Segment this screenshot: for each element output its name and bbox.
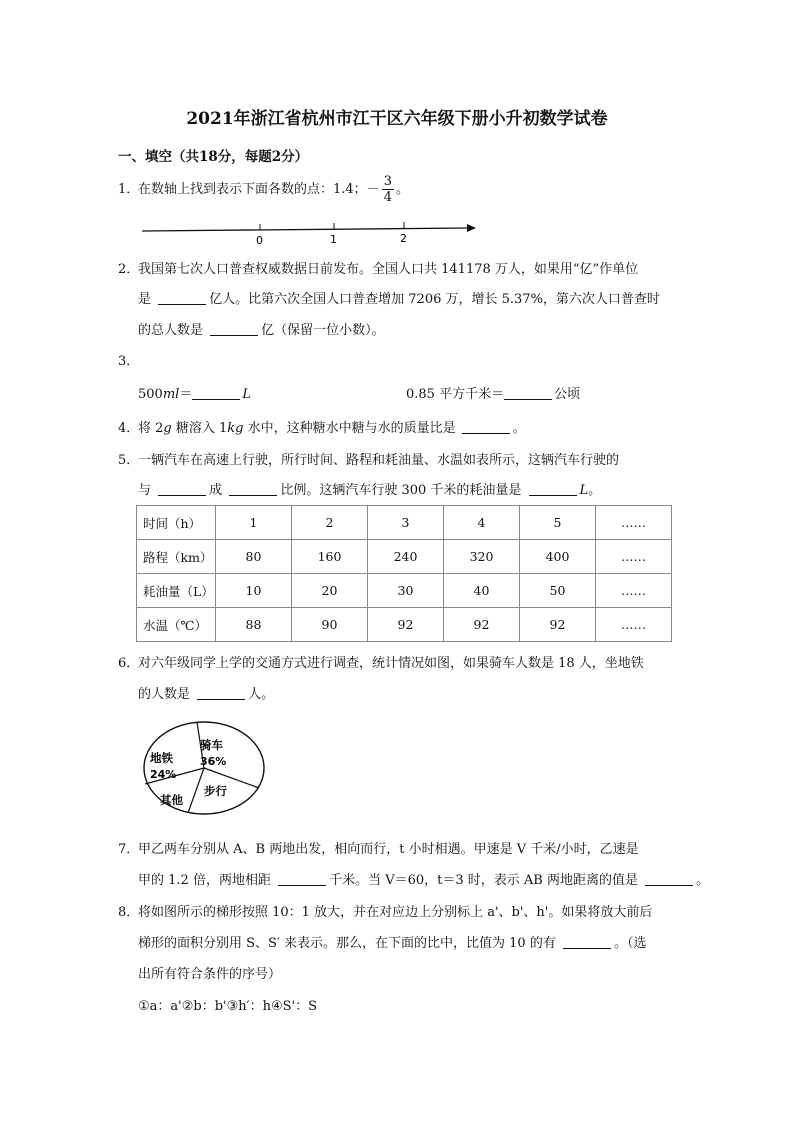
table-cell: 160 bbox=[292, 540, 368, 574]
table-cell: …… bbox=[596, 540, 672, 574]
question-number: 6． bbox=[118, 656, 140, 671]
table-cell: 耗油量（L） bbox=[137, 574, 216, 608]
answer-blank[interactable] bbox=[645, 871, 693, 886]
question-8-line-2 bbox=[138, 934, 647, 954]
text: 将 2 bbox=[138, 421, 164, 436]
slice-label-walk: 步行 bbox=[204, 784, 227, 798]
fraction bbox=[382, 174, 394, 205]
number-line bbox=[138, 214, 483, 248]
table-cell: 92 bbox=[368, 608, 444, 642]
pie-divider-walk-other bbox=[188, 768, 204, 813]
table-row bbox=[137, 506, 672, 540]
table-cell: 240 bbox=[368, 540, 444, 574]
text: 糖溶入 1 bbox=[171, 421, 228, 436]
table-cell: 88 bbox=[216, 608, 292, 642]
table-cell: 路程（km） bbox=[137, 540, 216, 574]
table-cell: 90 bbox=[292, 608, 368, 642]
answer-blank[interactable] bbox=[158, 290, 206, 305]
text: 成 bbox=[209, 483, 223, 498]
table-cell: 10 bbox=[216, 574, 292, 608]
exam-title: 2021年浙江省杭州市江干区六年级下册小升初数学试卷 bbox=[186, 109, 608, 129]
answer-blank[interactable] bbox=[229, 481, 277, 496]
unit: L bbox=[579, 483, 589, 498]
table-cell: …… bbox=[596, 574, 672, 608]
question-text: 将如图所示的梯形按照 10：1 放大，并在对应边上分别标上 a'、b'、h'。如果将放大前后 bbox=[138, 905, 653, 920]
answer-blank[interactable] bbox=[158, 481, 206, 496]
text: 比例。这辆汽车行驶 300 千米的耗油量是 bbox=[280, 483, 522, 498]
fraction-denominator: 4 bbox=[383, 190, 392, 205]
table-row bbox=[137, 574, 672, 608]
text: 亿（保留一位小数）。 bbox=[261, 323, 385, 338]
question-text: 一辆汽车在高速上行驶，所行时间、路程和耗油量、水温如表所示，这辆汽车行驶的 bbox=[138, 453, 620, 468]
table-cell: 30 bbox=[368, 574, 444, 608]
question-4 bbox=[118, 419, 526, 439]
question-text: 在数轴上找到表示下面各数的点：1.4；－ bbox=[138, 182, 380, 197]
slice-pct-subway: 24% bbox=[150, 768, 177, 781]
question-3-left bbox=[138, 385, 251, 405]
text: 500 bbox=[138, 387, 163, 402]
question-end: 。 bbox=[395, 182, 409, 197]
question-3-right bbox=[406, 385, 580, 405]
text: 。 bbox=[512, 421, 526, 436]
text: 与 bbox=[138, 483, 152, 498]
text: 水中，这种糖水中糖与水的质量比是 bbox=[243, 421, 456, 436]
text: 。 bbox=[588, 483, 602, 498]
question-number: 3． bbox=[118, 354, 140, 369]
table-cell: 4 bbox=[444, 506, 520, 540]
tick-label-0: 0 bbox=[256, 234, 263, 247]
table-cell: 1 bbox=[216, 506, 292, 540]
table-cell: …… bbox=[596, 608, 672, 642]
question-5-line-2 bbox=[138, 481, 601, 501]
table-row bbox=[137, 608, 672, 642]
table-cell: 50 bbox=[520, 574, 596, 608]
question-number: 5． bbox=[118, 453, 140, 468]
table-cell: 320 bbox=[444, 540, 520, 574]
question-8-line-3: 出所有符合条件的序号） bbox=[138, 967, 282, 982]
tick-label-1: 1 bbox=[330, 233, 337, 246]
question-2 bbox=[118, 260, 638, 280]
table-cell: 80 bbox=[216, 540, 292, 574]
question-text: 甲乙两车分别从 A、B 两地出发，相向而行，t 小时相遇。甲速是 V 千米/小时，乙速是 bbox=[138, 842, 639, 857]
text: 千米。当 V＝60，t＝3 时，表示 AB 两地距离的值是 bbox=[329, 873, 638, 888]
table-cell: 5 bbox=[520, 506, 596, 540]
answer-blank[interactable] bbox=[197, 685, 245, 700]
number-line-arrow bbox=[467, 224, 476, 232]
question-7-line-2 bbox=[138, 871, 709, 891]
pie-chart bbox=[142, 720, 268, 816]
question-text: 我国第七次人口普查权威数据日前发布。全国人口共 141178 万人，如果用“亿”作单位 bbox=[138, 262, 639, 277]
data-table bbox=[136, 505, 672, 642]
answer-blank[interactable] bbox=[529, 481, 577, 496]
text: 的人数是 bbox=[138, 687, 191, 702]
tick-label-2: 2 bbox=[400, 232, 407, 245]
question-number: 2． bbox=[118, 262, 140, 277]
unit: L bbox=[242, 387, 251, 402]
text: 亿人。比第六次全国人口普查增加 7206 万，增长 5.37%，第六次人口普查时 bbox=[209, 292, 660, 307]
question-7 bbox=[118, 840, 639, 860]
fraction-numerator: 3 bbox=[383, 174, 392, 189]
unit: kg bbox=[227, 421, 244, 436]
text: 是 bbox=[138, 292, 152, 307]
text: 甲的 1.2 倍，两地相距 bbox=[138, 873, 271, 888]
unit: g bbox=[163, 421, 172, 436]
question-number: 7． bbox=[118, 842, 140, 857]
answer-blank[interactable] bbox=[210, 321, 258, 336]
answer-blank[interactable] bbox=[504, 385, 552, 400]
answer-blank[interactable] bbox=[278, 871, 326, 886]
text: 。（选 bbox=[613, 936, 647, 951]
table-cell: 400 bbox=[520, 540, 596, 574]
table-row bbox=[137, 540, 672, 574]
table-cell: 2 bbox=[292, 506, 368, 540]
text: 的总人数是 bbox=[138, 323, 204, 338]
question-number: 1． bbox=[118, 182, 140, 197]
table-cell: 40 bbox=[444, 574, 520, 608]
text: 人。 bbox=[248, 687, 275, 702]
text: 。 bbox=[696, 873, 710, 888]
table-cell: 92 bbox=[520, 608, 596, 642]
table-cell: …… bbox=[596, 506, 672, 540]
question-number: 8． bbox=[118, 905, 140, 920]
question-number: 4． bbox=[118, 421, 140, 436]
text: 公顷 bbox=[554, 387, 581, 402]
question-6-line-2 bbox=[138, 685, 274, 705]
slice-label-subway: 地铁 bbox=[150, 751, 173, 765]
section-heading: 一、填空（共18分，每题2分） bbox=[118, 149, 309, 165]
unit: ml bbox=[162, 387, 180, 402]
text: 梯形的面积分别用 S、S′ 来表示。那么，在下面的比中，比值为 10 的有 bbox=[138, 936, 556, 951]
answer-blank[interactable] bbox=[462, 419, 510, 434]
number-line-axis bbox=[142, 228, 468, 231]
question-5 bbox=[118, 451, 619, 471]
text: ＝ bbox=[179, 387, 193, 402]
answer-blank[interactable] bbox=[192, 385, 240, 400]
question-2-line-2 bbox=[138, 290, 660, 310]
table-cell: 时间（h） bbox=[137, 506, 216, 540]
text: 0.85 平方千米＝ bbox=[406, 387, 505, 402]
question-1 bbox=[118, 174, 409, 205]
question-3 bbox=[118, 352, 138, 372]
slice-label-other: 其他 bbox=[160, 793, 183, 807]
table-cell: 92 bbox=[444, 608, 520, 642]
table-cell: 20 bbox=[292, 574, 368, 608]
question-8-options: ①a：a'②b：b'③h′：h④S'：S bbox=[138, 999, 317, 1014]
question-text: 对六年级同学上学的交通方式进行调查，统计情况如图，如果骑车人数是 18 人，坐地铁 bbox=[138, 656, 644, 671]
question-2-line-3 bbox=[138, 321, 385, 341]
question-6 bbox=[118, 654, 644, 674]
table-cell: 水温（℃） bbox=[137, 608, 216, 642]
answer-blank[interactable] bbox=[563, 934, 611, 949]
table-cell: 3 bbox=[368, 506, 444, 540]
slice-label-bike: 骑车 bbox=[200, 738, 223, 752]
slice-pct-bike: 36% bbox=[200, 755, 227, 768]
question-8 bbox=[118, 903, 652, 923]
